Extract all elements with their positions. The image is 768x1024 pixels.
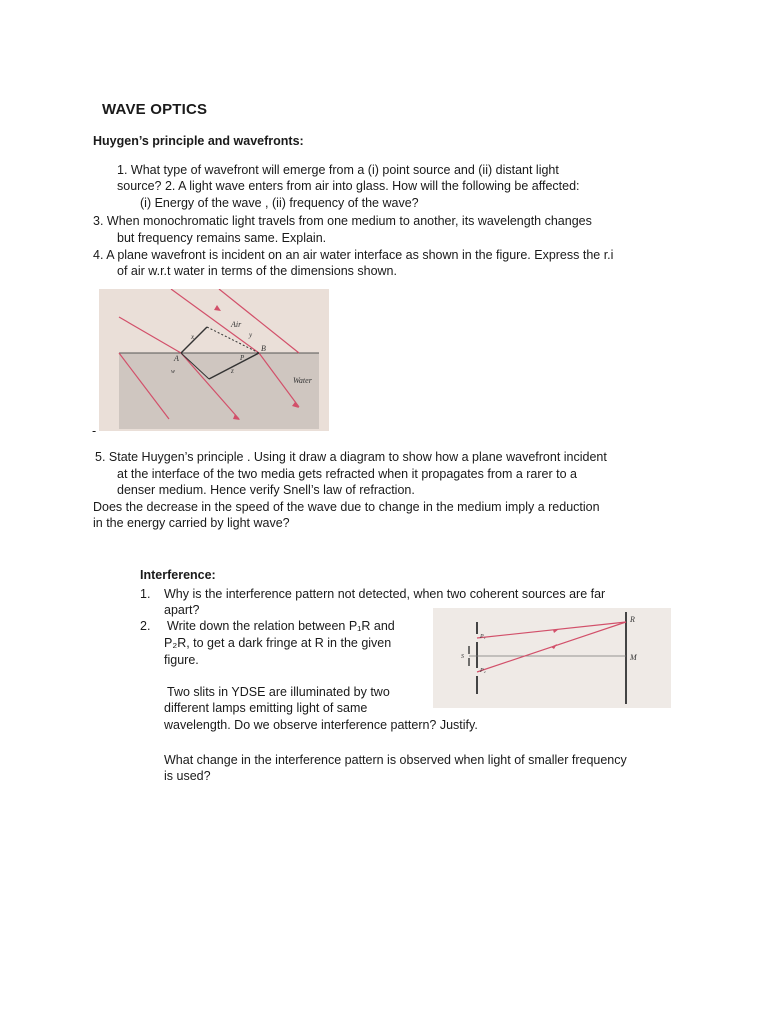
question-line: (i) Energy of the wave , (ii) frequency of the wave? bbox=[140, 196, 419, 210]
list-number: 1. bbox=[140, 587, 151, 601]
question-line: Why is the interference pattern not detected, when two coherent sources are far bbox=[164, 587, 606, 601]
section-heading-huygens: Huygen’s principle and wavefronts: bbox=[93, 134, 304, 148]
question-line: Write down the relation between P₁R and bbox=[167, 619, 395, 633]
label-x: x bbox=[191, 333, 195, 341]
question-line: 4. A plane wavefront is incident on an air water interface as shown in the figure. Express the r.i bbox=[93, 248, 614, 262]
arrow-head bbox=[214, 305, 221, 311]
section-heading-interference: Interference: bbox=[140, 568, 216, 582]
label-p2: P₂ bbox=[480, 668, 486, 674]
question-line: Does the decrease in the speed of the wave due to change in the medium imply a reduction bbox=[93, 500, 600, 514]
incident-ray-1 bbox=[119, 317, 181, 353]
page-title: WAVE OPTICS bbox=[102, 101, 208, 118]
question-line: Two slits in YDSE are illuminated by two bbox=[167, 685, 390, 699]
label-w: w bbox=[171, 369, 176, 375]
water-region bbox=[119, 353, 319, 429]
double-slit-figure bbox=[433, 608, 671, 708]
list-number: 2. bbox=[140, 619, 151, 633]
label-y: y bbox=[249, 331, 253, 339]
double-slit-diagram bbox=[433, 608, 671, 708]
label-air: Air bbox=[231, 320, 242, 329]
question-line: figure. bbox=[164, 653, 199, 667]
question-line: 3. When monochromatic light travels from one medium to another, its wavelength changes bbox=[93, 214, 592, 228]
question-line: different lamps emitting light of same bbox=[164, 701, 368, 715]
question-line: P₂R, to get a dark fringe at R in the given bbox=[164, 636, 392, 650]
label-m: M bbox=[630, 653, 637, 662]
label-r: R bbox=[630, 615, 635, 624]
label-a: A bbox=[174, 354, 179, 363]
question-line: at the interface of the two media gets refracted when it propagates from a rarer to a bbox=[117, 467, 577, 481]
incident-ray-2 bbox=[171, 289, 259, 353]
question-line: wavelength. Do we observe interference pattern? Justify. bbox=[164, 718, 478, 732]
label-water: Water bbox=[293, 376, 312, 385]
label-p: P bbox=[240, 354, 245, 362]
stray-dash: - bbox=[92, 424, 97, 438]
label-p1: P₁ bbox=[480, 634, 486, 640]
refraction-diagram bbox=[99, 289, 329, 431]
question-line: 5. State Huygen’s principle . Using it draw a diagram to show how a plane wavefront incident bbox=[95, 450, 607, 464]
question-line: apart? bbox=[164, 603, 200, 617]
label-s: S bbox=[461, 654, 464, 660]
label-b: B bbox=[261, 344, 266, 353]
air-water-refraction-figure bbox=[99, 289, 329, 431]
question-line: 1. What type of wavefront will emerge from a (i) point source and (ii) distant light bbox=[117, 163, 559, 177]
question-line: denser medium. Hence verify Snell’s law of refraction. bbox=[117, 483, 415, 497]
question-line: in the energy carried by light wave? bbox=[93, 516, 290, 530]
question-line: but frequency remains same. Explain. bbox=[117, 231, 327, 245]
question-line: of air w.r.t water in terms of the dimensions shown. bbox=[117, 264, 397, 278]
question-line: What change in the interference pattern is observed when light of smaller frequency bbox=[164, 753, 627, 767]
label-z: z bbox=[231, 367, 234, 375]
question-line: is used? bbox=[164, 769, 211, 783]
question-line: source? 2. A light wave enters from air into glass. How will the following be affected: bbox=[117, 179, 580, 193]
